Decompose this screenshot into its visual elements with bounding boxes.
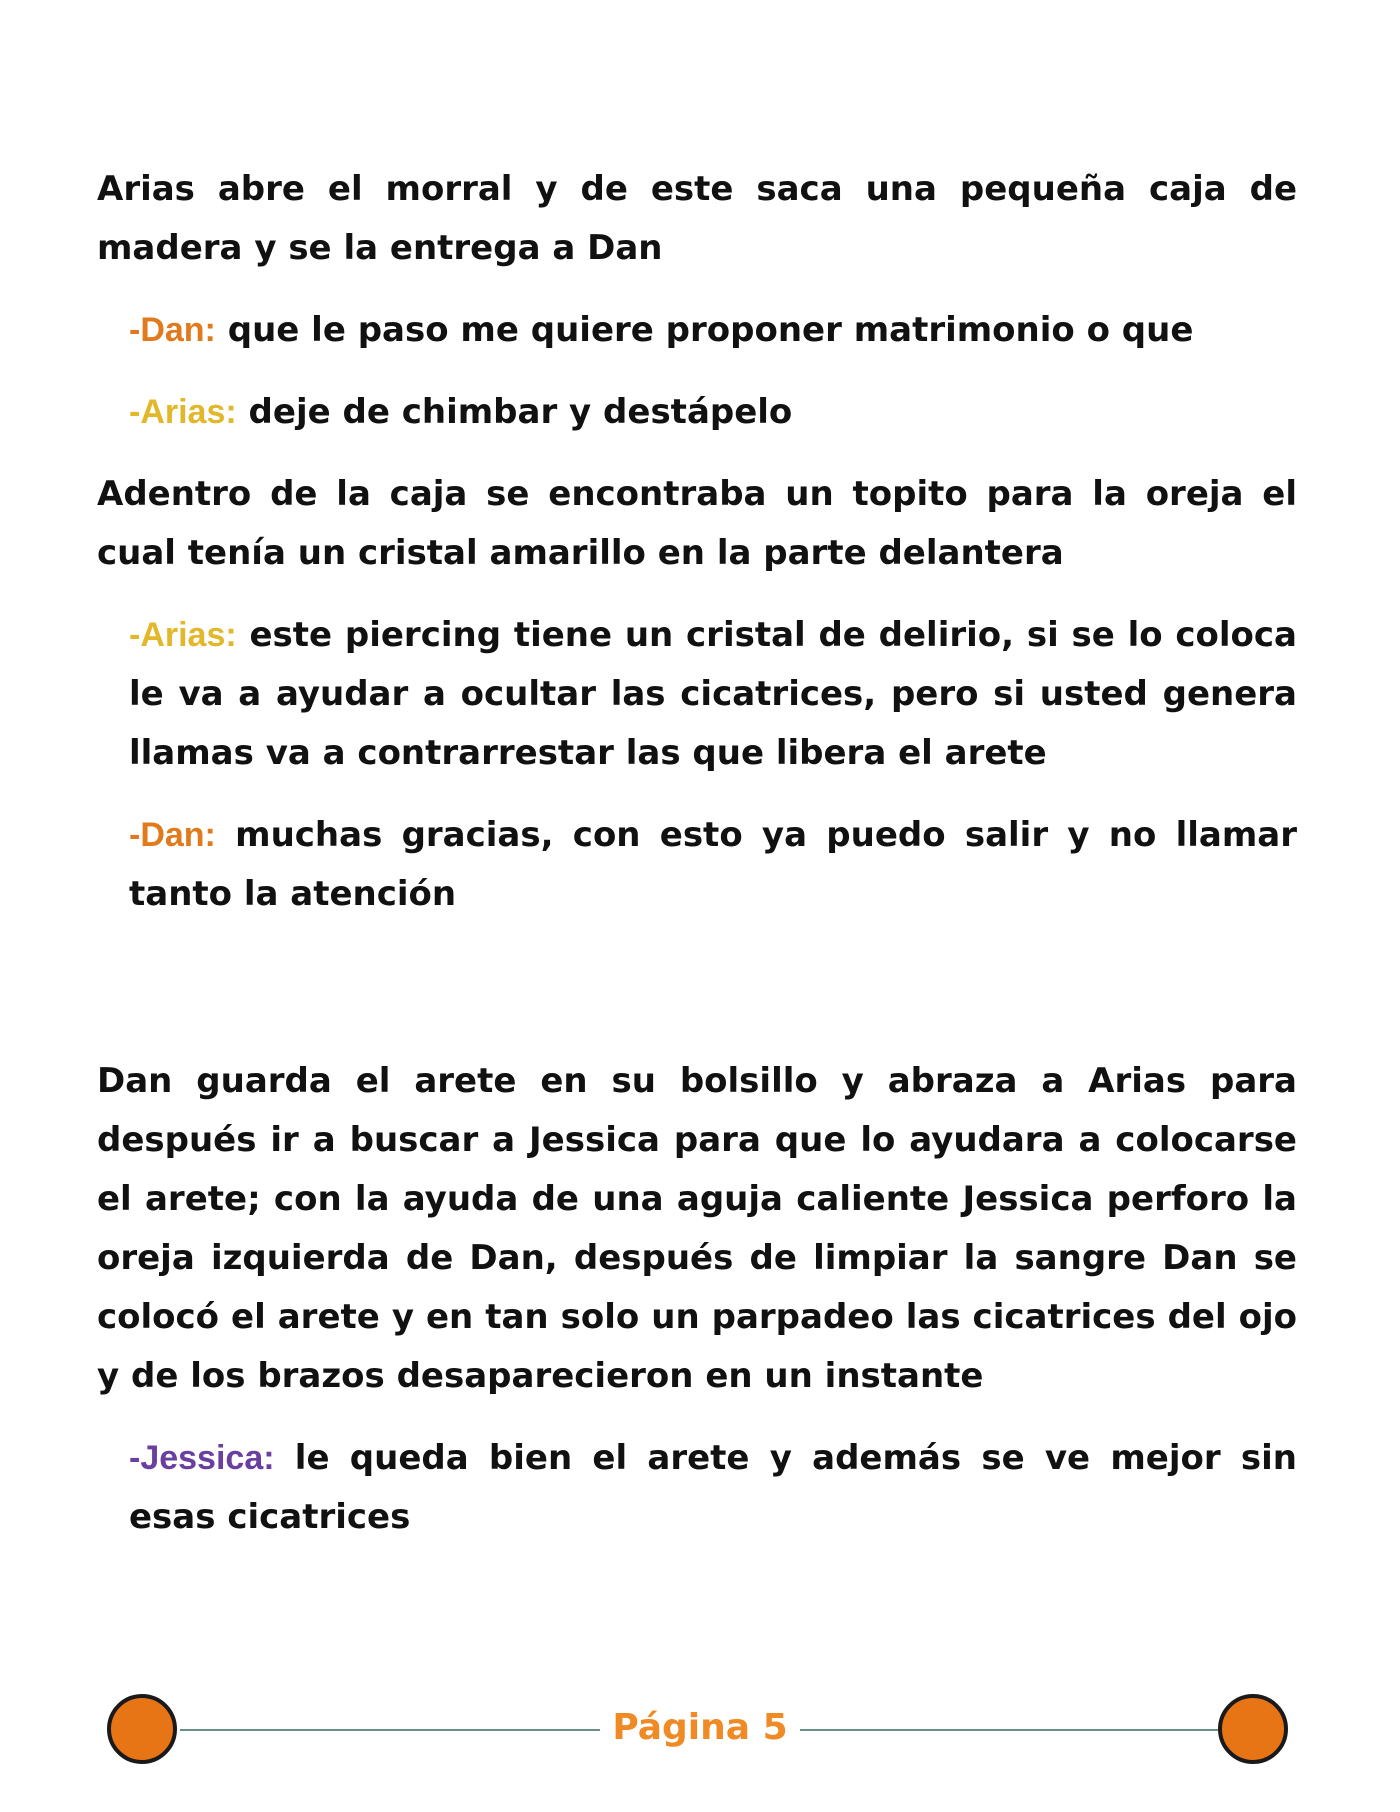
page-footer <box>0 1690 1400 1770</box>
speaker-label-jessica: -Jessica: <box>129 1439 275 1477</box>
dialogue-line <box>97 301 1297 360</box>
speaker-label-arias: -Arias: <box>129 616 237 654</box>
dialogue-line <box>97 1429 1297 1547</box>
speaker-label-dan: -Dan: <box>129 311 216 349</box>
dialogue-line <box>97 806 1297 924</box>
narration-paragraph: Adentro de la caja se encontraba un topito para la oreja el cual tenía un cristal amarillo en la parte delantera <box>97 474 1297 573</box>
right-footer-rule <box>800 1729 1218 1731</box>
dialogue-text: muchas gracias, con esto ya puedo salir y no llamar tanto la atención <box>129 815 1297 914</box>
dialogue-text: deje de chimbar y destápelo <box>236 392 793 432</box>
right-circle-ornament <box>1218 1694 1288 1764</box>
section-spacer <box>97 947 1297 1052</box>
narration-paragraph: Arias abre el morral y de este saca una pequeña caja de madera y se la entrega a Dan <box>97 169 1297 268</box>
speaker-label-arias: -Arias: <box>129 393 237 431</box>
page-body <box>97 160 1297 1570</box>
page-number-label: Página 5 <box>612 1707 788 1748</box>
speaker-label-dan: -Dan: <box>129 816 216 854</box>
dialogue-line <box>97 606 1297 783</box>
narration-paragraph: Dan guarda el arete en su bolsillo y abraza a Arias para después ir a buscar a Jessica para que lo ayudara a colocarse el arete; con la ayuda de una aguja caliente Jessica perforo la oreja izquierda de Dan, después de limpiar la sangre Dan se colocó el arete y en tan solo un parpadeo las cicatrices del ojo y de los brazos desaparecieron en un instante <box>97 1061 1297 1396</box>
dialogue-text: le queda bien el arete y además se ve mejor sin esas cicatrices <box>129 1438 1297 1537</box>
left-footer-rule <box>180 1729 600 1731</box>
left-circle-ornament <box>107 1694 177 1764</box>
dialogue-text: este piercing tiene un cristal de delirio, si se lo coloca le va a ayudar a ocultar las cicatrices, pero si usted genera llamas va a contrarrestar las que libera el arete <box>129 615 1297 773</box>
dialogue-text: que le paso me quiere proponer matrimonio o que <box>215 310 1194 350</box>
dialogue-line <box>97 383 1297 442</box>
